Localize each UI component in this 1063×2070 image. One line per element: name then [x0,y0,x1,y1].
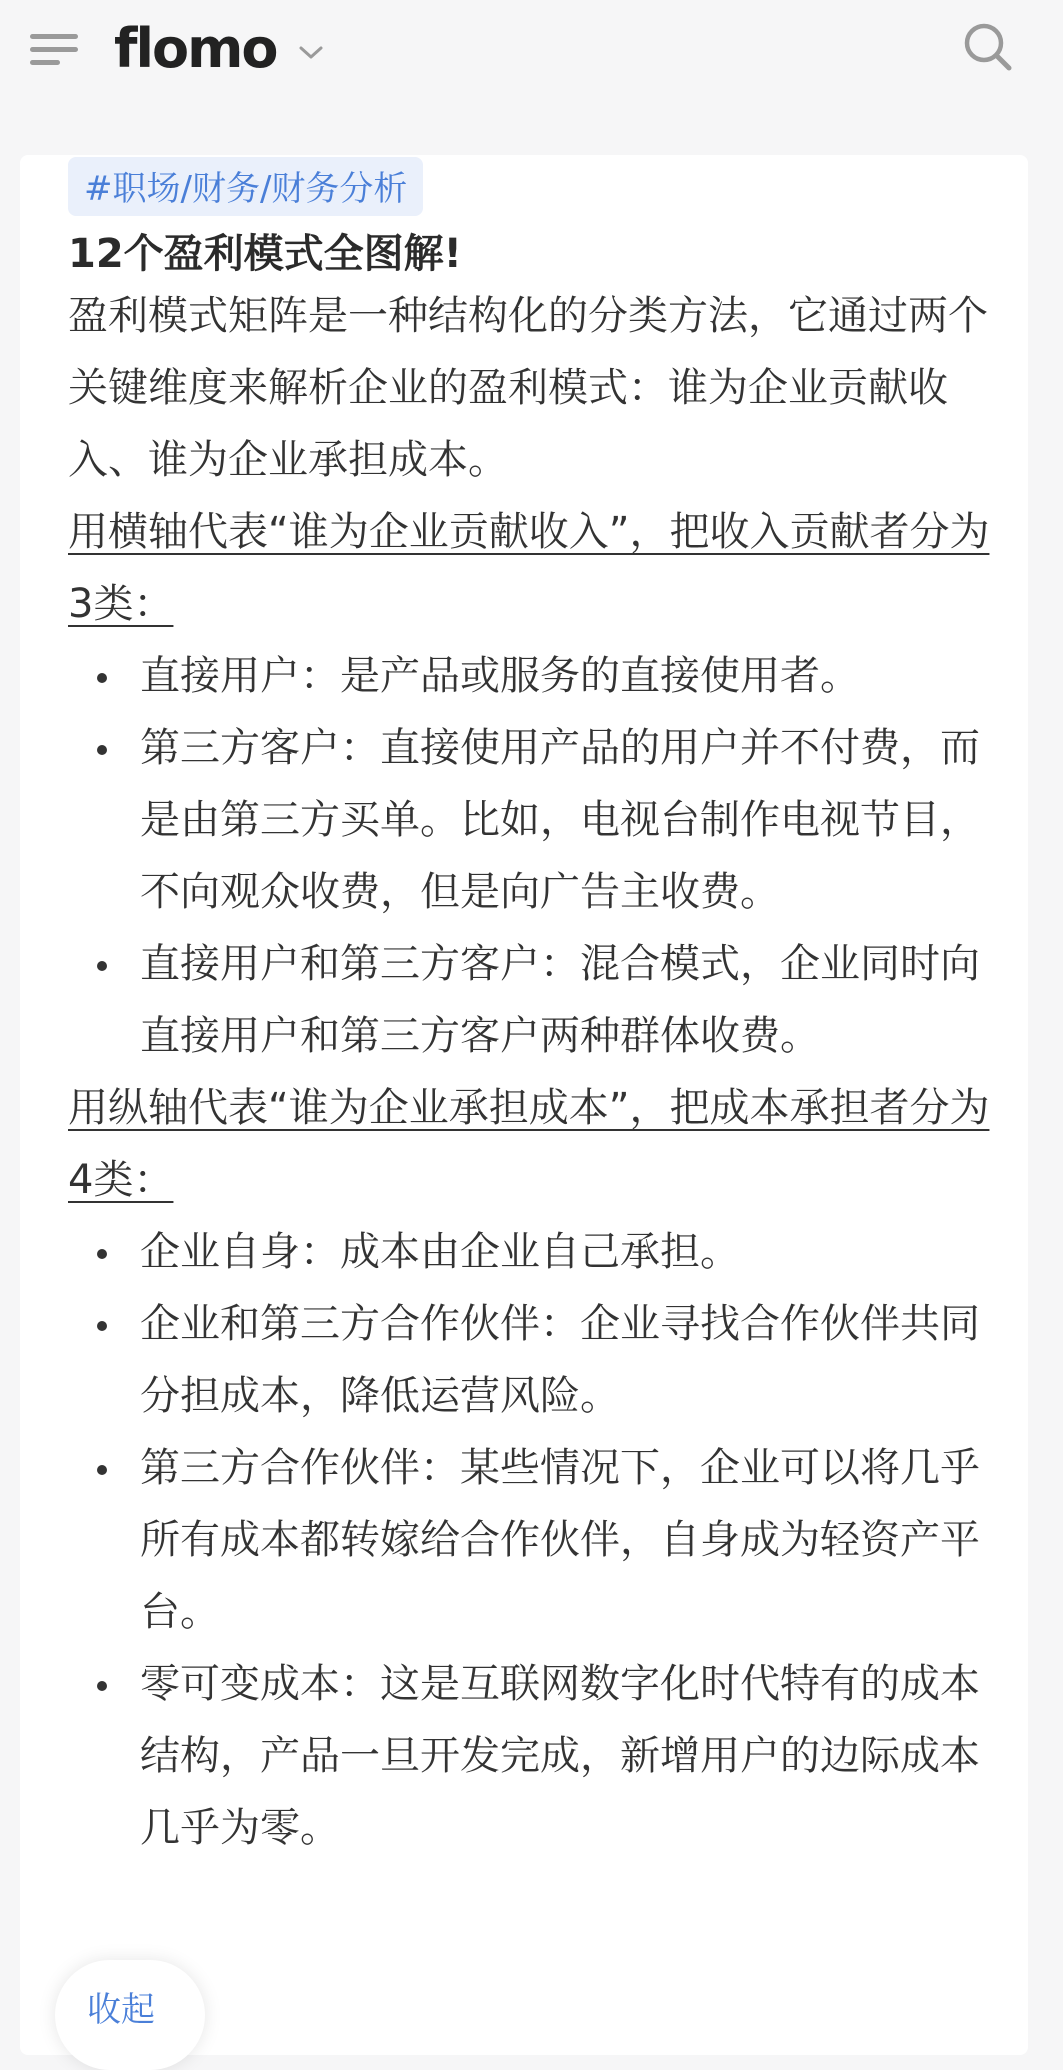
list-item: 企业和第三方合作伙伴：企业寻找合作伙伴共同分担成本，降低运营风险。 [140,1288,998,1432]
list-item: 第三方客户：直接使用产品的用户并不付费，而是由第三方买单。比如，电视台制作电视节目，不向观众收费，但是向广告主收费。 [140,712,998,928]
collapse-button-label: 收起 [87,1990,155,2030]
vertical-axis-heading: 用纵轴代表“谁为企业承担成本”，把成本承担者分为4类： [68,1085,990,1203]
memo-tag[interactable]: #职场/财务/财务分析 [68,157,423,216]
workspace-switcher[interactable] [114,8,324,88]
chevron-down-icon [298,45,324,61]
memo-content [68,155,998,1864]
list-item: 直接用户和第三方客户：混合模式，企业同时向直接用户和第三方客户两种群体收费。 [140,928,998,1072]
list-item: 直接用户：是产品或服务的直接使用者。 [140,640,998,712]
collapse-button[interactable] [55,1960,205,2070]
memo-intro: 盈利模式矩阵是一种结构化的分类方法，它通过两个关键维度来解析企业的盈利模式：谁为企业贡献收入、谁为企业承担成本。 [68,293,988,483]
top-bar [0,0,1063,110]
cost-bearer-list [68,1216,998,1864]
list-item: 零可变成本：这是互联网数字化时代特有的成本结构，产品一旦开发完成，新增用户的边际成本几乎为零。 [140,1648,998,1864]
list-item: 企业自身：成本由企业自己承担。 [140,1216,998,1288]
brand-logo: flomo [114,16,277,80]
menu-icon[interactable] [30,34,82,64]
memo-title: 12个盈利模式全图解! [68,231,462,277]
memo-card [20,155,1028,2055]
revenue-contributor-list [68,640,998,1072]
list-item: 第三方合作伙伴：某些情况下，企业可以将几乎所有成本都转嫁给合作伙伴，自身成为轻资产平台。 [140,1432,998,1648]
horizontal-axis-heading: 用横轴代表“谁为企业贡献收入”，把收入贡献者分为3类： [68,509,990,627]
search-icon[interactable] [961,20,1015,74]
